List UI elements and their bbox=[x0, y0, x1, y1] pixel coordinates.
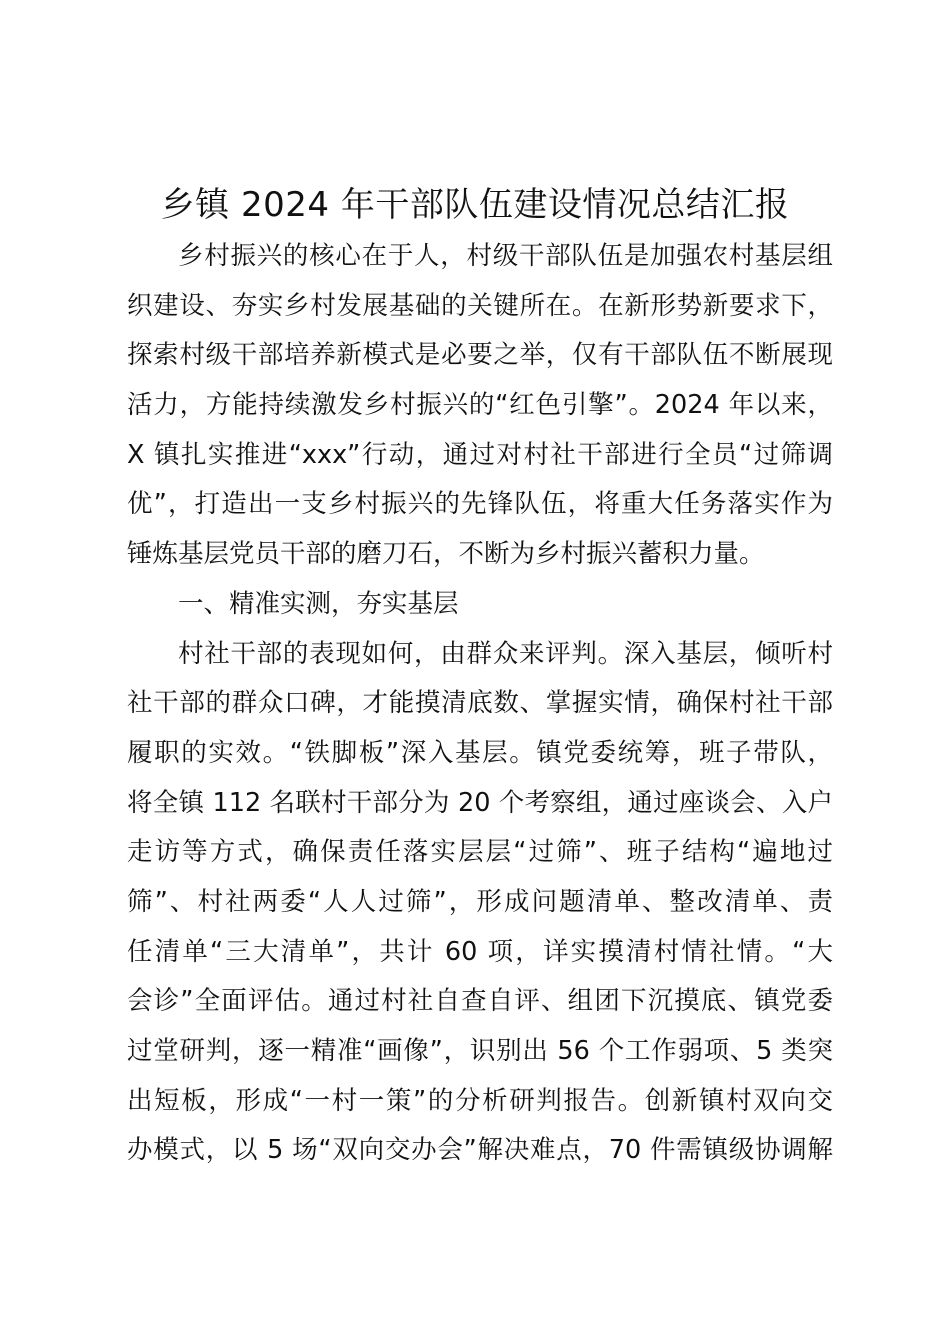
paragraph-line: X 镇扎实推进“xxx”行动，通过对村社干部进行全员“过筛调 bbox=[127, 439, 833, 470]
paragraph-line: 履职的实效。“铁脚板”深入基层。镇党委统筹，班子带队， bbox=[127, 737, 833, 768]
paragraph-line: 过堂研判，逐一精准“画像”，识别出 56 个工作弱项、5 类突 bbox=[127, 1036, 833, 1066]
paragraph-line: 锤炼基层党员干部的磨刀石，不断为乡村振兴蓄积力量。 bbox=[127, 539, 765, 570]
paragraph-line: 织建设、夯实乡村发展基础的关键所在。在新形势新要求下， bbox=[127, 290, 833, 321]
paragraph-line: 会诊”全面评估。通过村社自查自评、组团下沉摸底、镇党委 bbox=[127, 986, 833, 1017]
paragraph-line: 优”，打造出一支乡村振兴的先锋队伍，将重大任务落实作为 bbox=[127, 489, 833, 520]
paragraph-line: 将全镇 112 名联村干部分为 20 个考察组，通过座谈会、入户 bbox=[127, 787, 833, 818]
paragraph-line: 村社干部的表现如何，由群众来评判。深入基层，倾听村 bbox=[178, 638, 833, 669]
paragraph-line: 乡村振兴的核心在于人，村级干部队伍是加强农村基层组 bbox=[178, 241, 833, 271]
paragraph-line: 走访等方式，确保责任落实层层“过筛”、班子结构“遍地过 bbox=[127, 837, 833, 868]
paragraph-line: 任清单“三大清单”，共计 60 项，详实摸清村情社情。“大 bbox=[127, 936, 833, 967]
paragraph-line: 活力，方能持续激发乡村振兴的“红色引擎”。2024 年以来， bbox=[127, 390, 833, 421]
paragraph-line: 办模式，以 5 场“双向交办会”解决难点，70 件需镇级协调解 bbox=[127, 1135, 833, 1166]
paragraph-line: 探索村级干部培养新模式是必要之举，仅有干部队伍不断展现 bbox=[127, 340, 833, 371]
paragraph-line: 筛”、村社两委“人人过筛”，形成问题清单、整改清单、责 bbox=[127, 886, 833, 917]
document-body bbox=[127, 232, 833, 1176]
paragraph-line: 出短板，形成“一村一策”的分析研判报告。创新镇村双向交 bbox=[127, 1085, 833, 1116]
document-title: 乡镇 2024 年干部队伍建设情况总结汇报 bbox=[160, 185, 790, 225]
paragraph-line: 社干部的群众口碑，才能摸清底数、掌握实情，确保村社干部 bbox=[127, 688, 833, 719]
section-heading: 一、精准实测，夯实基层 bbox=[178, 588, 459, 619]
